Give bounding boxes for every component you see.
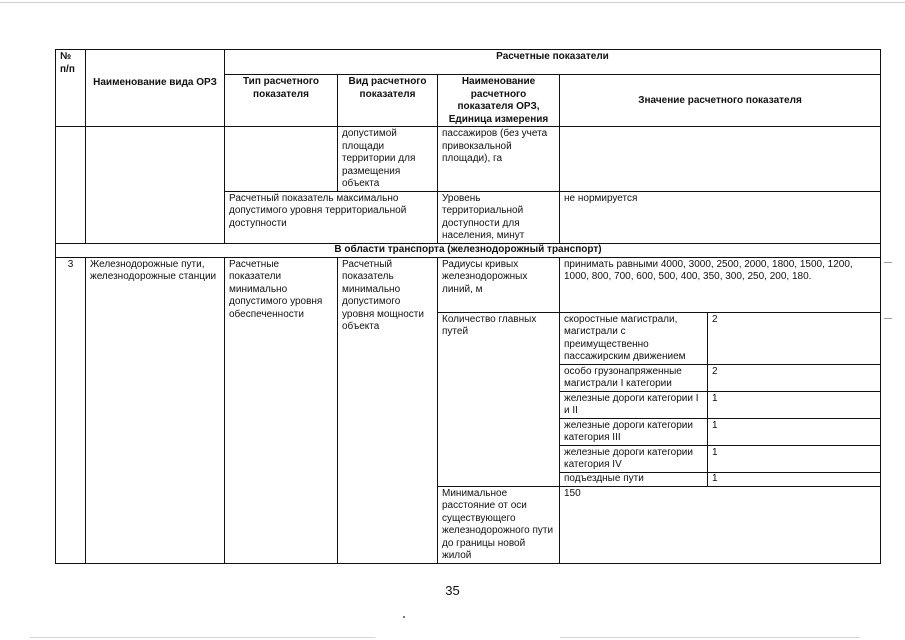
header-row-top <box>56 50 881 75</box>
radius-value: принимать равными 4000, 3000, 2500, 2000, 1800, 1500, 1200, 1000, 800, 700, 600, 500, 400, 350, 300, 250, 200, 180. <box>560 257 881 312</box>
track-category: скоростные магистрали, магистрали с преимущественно пассажирским движением <box>560 312 708 364</box>
track-value: 2 <box>708 312 881 364</box>
scan-edge-top <box>0 2 905 3</box>
cont-num <box>56 127 86 244</box>
radius-label: Радиусы кривых железнодорожных линий, м <box>438 257 560 312</box>
cont-kind: допустимой площади территории для размещения объекта <box>338 127 438 192</box>
cont-type <box>225 127 338 192</box>
cont-indicator: пассажиров (без учета привокзальной площади), га <box>438 127 560 192</box>
scan-mark-right <box>884 318 892 319</box>
track-category: подъездные пути <box>560 472 708 486</box>
scan-dot <box>403 616 405 618</box>
section-row <box>56 243 881 257</box>
cont-row-area <box>56 127 881 192</box>
scan-mark-right <box>884 262 892 263</box>
track-value: 1 <box>708 418 881 445</box>
track-category: железные дороги категории I и II <box>560 391 708 418</box>
page-number: 35 <box>445 583 460 598</box>
header-name: Наименование вида ОРЗ <box>86 50 225 127</box>
section-title: В области транспорта (железнодорожный транспорт) <box>56 243 881 257</box>
track-category: особо грузонапряженные магистрали I категории <box>560 364 708 391</box>
rail-kind: Расчетный показатель минимально допустимого уровня мощности объекта <box>338 257 438 563</box>
header-kind: Вид расчетного показателя <box>338 75 438 127</box>
header-type: Тип расчетного показателя <box>225 75 338 127</box>
regulation-table <box>55 49 881 564</box>
rail-type: Расчетные показатели минимально допустимого уровня обеспеченности <box>225 257 338 563</box>
distance-value: 150 <box>560 486 881 563</box>
distance-label: Минимальное расстояние от оси существующего железнодорожного пути до границы новой жилой <box>438 486 560 563</box>
access-value: не нормируется <box>560 191 881 243</box>
tracks-label: Количество главных путей <box>438 312 560 486</box>
track-value: 1 <box>708 445 881 472</box>
scan-edge-bottom-left <box>30 637 375 638</box>
header-num: № п/п <box>56 50 86 127</box>
rail-row-radius <box>56 257 881 312</box>
header-group: Расчетные показатели <box>225 50 881 75</box>
access-indicator: Уровень территориальной доступности для населения, минут <box>438 191 560 243</box>
cont-name <box>86 127 225 244</box>
rail-name: Железнодорожные пути, железнодорожные станции <box>86 257 225 563</box>
track-category: железные дороги категории категория IV <box>560 445 708 472</box>
rail-num: 3 <box>56 257 86 563</box>
cont-value <box>560 127 881 192</box>
track-value: 1 <box>708 472 881 486</box>
access-label: Расчетный показатель максимально допустимого уровня территориальной доступности <box>225 191 438 243</box>
track-value: 2 <box>708 364 881 391</box>
header-value: Значение расчетного показателя <box>560 75 881 127</box>
header-indicator: Наименование расчетного показателя ОРЗ, Единица измерения <box>438 75 560 127</box>
track-category: железные дороги категории категория III <box>560 418 708 445</box>
scan-edge-bottom-right <box>560 637 860 638</box>
track-value: 1 <box>708 391 881 418</box>
